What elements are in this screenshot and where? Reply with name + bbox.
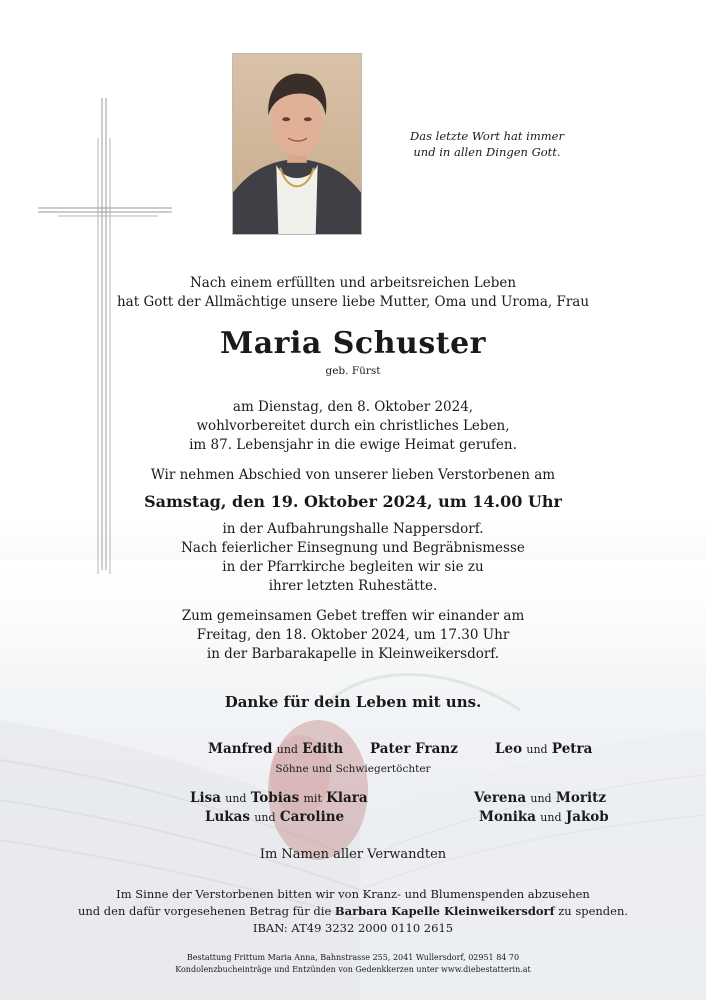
family-entry-verena-moritz	[474, 790, 606, 806]
request-line-1: Im Sinne der Verstorbenen bitten wir von Kranz- und Blumenspenden abzusehen	[116, 887, 590, 901]
death-line-2: wohlvorbereitet durch ein christliches Leben,	[196, 418, 510, 434]
family-entry-pater-franz	[370, 741, 458, 757]
farewell-text: Wir nehmen Abschied von unserer lieben Verstorbenen am	[150, 467, 556, 483]
family-name: Moritz	[555, 790, 606, 806]
connector-word: und	[254, 811, 276, 824]
family-entry-monika-jakob	[479, 809, 609, 825]
maiden-name: geb. Fürst	[325, 365, 381, 377]
iban: IBAN: AT49 3232 2000 0110 2615	[252, 921, 454, 935]
intro-line-2: hat Gott der Allmächtige unsere liebe Mutter, Oma und Uroma, Frau	[116, 294, 590, 310]
request-text: zu spenden.	[558, 904, 629, 918]
family-entry-manfred-edith	[208, 741, 343, 757]
death-notice	[0, 398, 706, 455]
footer-line-1: Bestattung Frittum Maria Anna, Bahnstrasse 255, 2041 Wullersdorf, 02951 84 70	[186, 953, 520, 962]
family-name: Pater Franz	[370, 741, 458, 757]
prayer-text	[0, 607, 706, 664]
family-name: Klara	[326, 790, 368, 806]
prayer-line-3: in der Barbarakapelle in Kleinweikersdorf.	[206, 646, 500, 662]
connector-word: und	[530, 792, 552, 805]
connector-word: und	[540, 811, 562, 824]
family-name: Edith	[302, 741, 344, 757]
ceremony-text	[0, 520, 706, 596]
footer	[0, 952, 706, 976]
request-line-2	[0, 903, 706, 920]
family-name: Petra	[551, 741, 593, 757]
connector-word: mit	[303, 792, 322, 805]
family-name: Manfred	[208, 741, 273, 757]
deceased-name: Maria Schuster	[220, 326, 486, 361]
portrait-photo	[232, 53, 362, 235]
ceremony-line-3: in der Pfarrkirche begleiten wir sie zu	[222, 559, 484, 575]
connector-word: und	[526, 743, 548, 756]
ceremony-line-1: in der Aufbahrungshalle Nappersdorf.	[222, 521, 484, 537]
family-entry-lukas-caroline	[205, 809, 344, 825]
connector-word: und	[276, 743, 298, 756]
prayer-line-1: Zum gemeinsamen Gebet treffen wir einander am	[181, 608, 525, 624]
death-line-3: im 87. Lebensjahr in die ewige Heimat gerufen.	[189, 437, 517, 453]
intro-line-1: Nach einem erfüllten und arbeitsreichen Leben	[189, 275, 517, 291]
ceremony-line-2: Nach feierlicher Einsegnung und Begräbnismesse	[181, 540, 525, 556]
children-caption: Söhne und Schwiegertöchter	[275, 763, 431, 775]
family-name: Jakob	[565, 809, 609, 825]
family-name: Verena	[474, 790, 527, 806]
family-entry-lisa-tobias-klara	[190, 790, 368, 806]
relatives-line: Im Namen aller Verwandten	[259, 847, 447, 862]
thanks-line: Danke für dein Leben mit uns.	[224, 693, 482, 711]
family-name: Caroline	[279, 809, 345, 825]
donation-request	[0, 886, 706, 937]
family-name: Lisa	[190, 790, 221, 806]
family-entry-leo-petra	[495, 741, 592, 757]
quote-line-2: und in allen Dingen Gott.	[413, 145, 561, 159]
quote-line-1: Das letzte Wort hat immer	[410, 129, 564, 143]
intro-text	[0, 274, 706, 312]
family-name: Monika	[479, 809, 536, 825]
footer-line-2: Kondolenzbucheinträge und Entzünden von Gedenkkerzen unter www.diebestatterin.at	[175, 965, 531, 974]
prayer-line-2: Freitag, den 18. Oktober 2024, um 17.30 Uhr	[196, 627, 510, 643]
request-text: und den dafür vorgesehenen Betrag für die	[77, 904, 332, 918]
donation-recipient: Barbara Kapelle Kleinweikersdorf	[334, 904, 555, 918]
bible-quote	[392, 128, 582, 160]
death-line-1: am Dienstag, den 8. Oktober 2024,	[232, 399, 474, 415]
family-name: Leo	[495, 741, 523, 757]
ceremony-line-4: ihrer letzten Ruhestätte.	[268, 578, 438, 594]
family-name: Tobias	[250, 790, 300, 806]
connector-word: und	[225, 792, 247, 805]
family-name: Lukas	[205, 809, 251, 825]
funeral-date: Samstag, den 19. Oktober 2024, um 14.00 Uhr	[144, 492, 562, 511]
